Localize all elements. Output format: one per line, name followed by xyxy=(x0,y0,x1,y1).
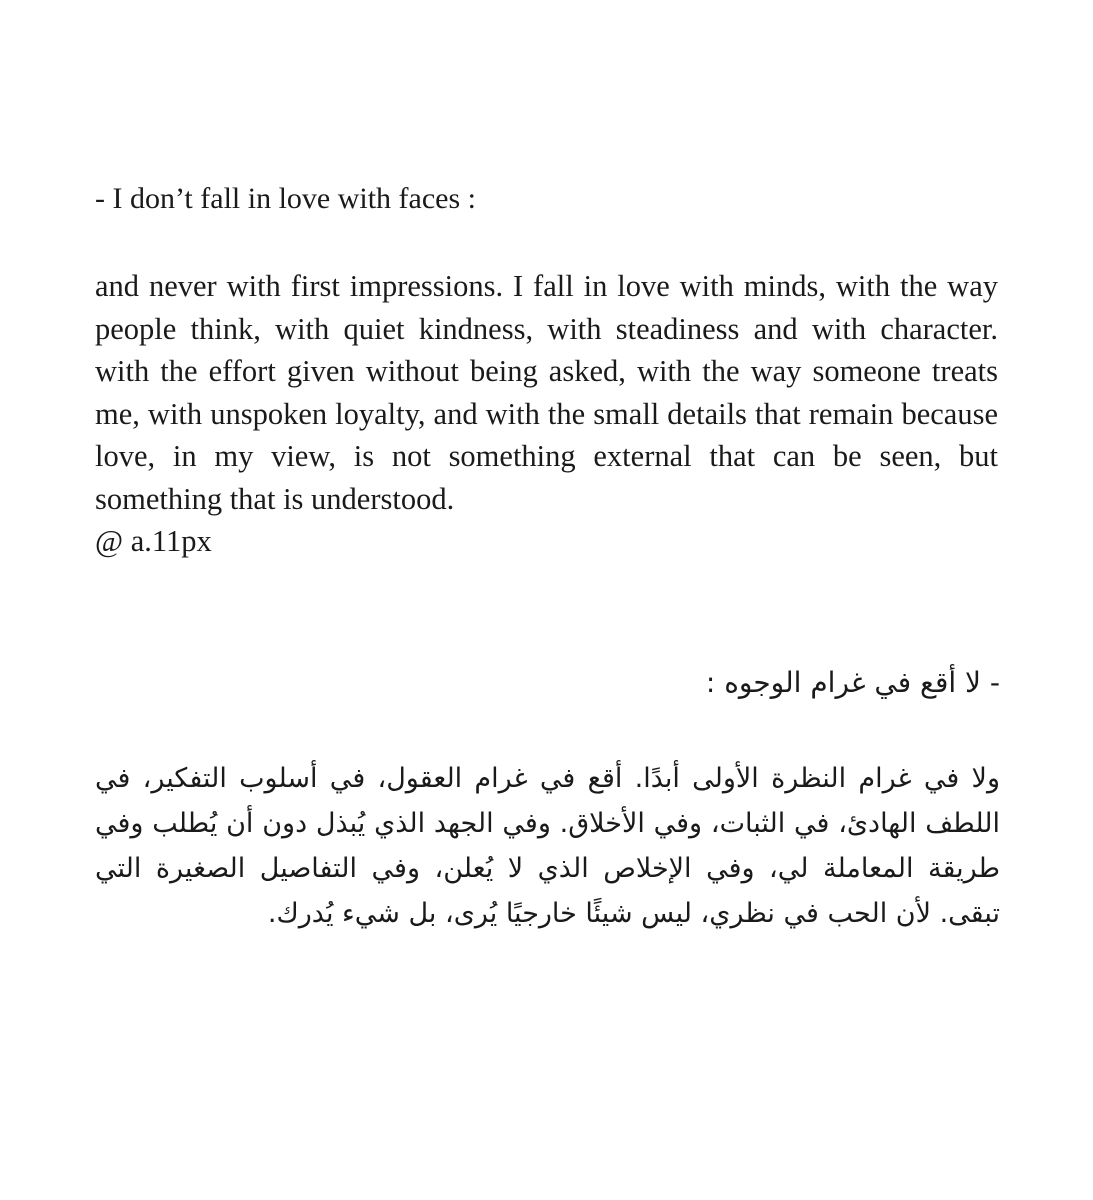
english-paragraph xyxy=(95,265,998,563)
english-body-text: and never with first impressions. I fall in love with minds, with the way people think, with quiet kindness, with steadiness and with character. with the effort given without being asked, with the way someone treats me, with unspoken loyalty, and with the small details that remain because love, in my view, is not something external that can be seen, but something that is understood. xyxy=(95,269,998,516)
author-credit: @ a.11px xyxy=(95,524,212,558)
arabic-heading: - لا أقع في غرام الوجوه : xyxy=(705,666,1000,699)
english-heading: - I don’t fall in love with faces : xyxy=(95,182,477,215)
arabic-paragraph: ولا في غرام النظرة الأولى أبدًا. أقع في غرام العقول، في أسلوب التفكير، في اللطف الهادئ، في الثبات، وفي الأخلاق. وفي الجهد الذي يُبذل دون أن يُطلب وفي طريقة المعاملة لي، وفي الإخلاص الذي لا يُعلن، وفي التفاصيل الصغيرة التي تبقى. لأن الحب في نظري، ليس شيئًا خارجيًا يُرى، بل شيء يُدرك. xyxy=(95,763,1000,929)
